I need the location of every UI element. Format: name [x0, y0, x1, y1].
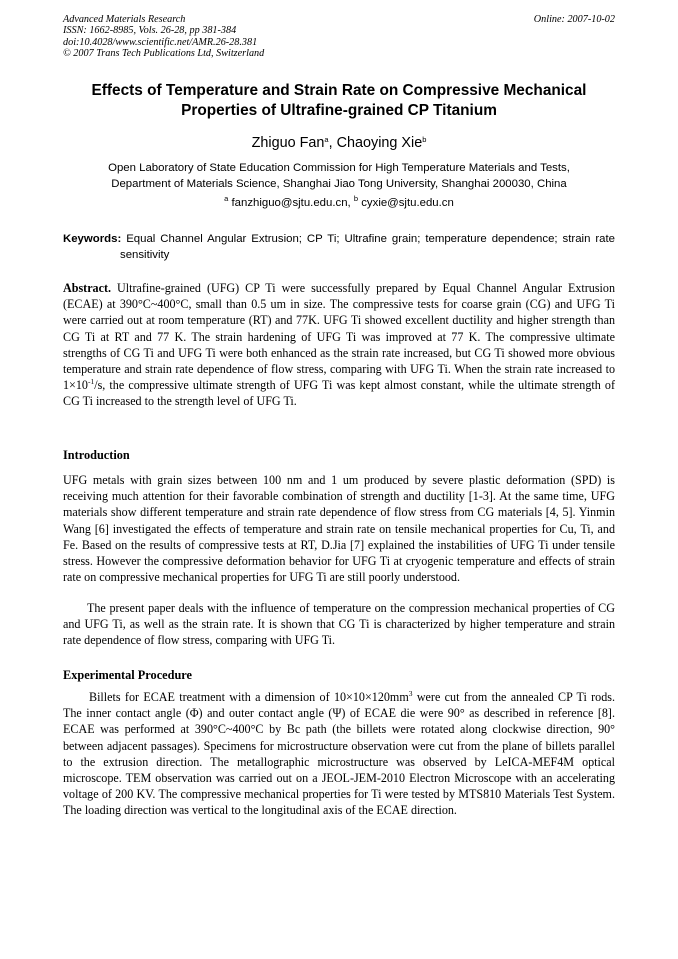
- email-superscript: a: [224, 194, 229, 203]
- abstract-text: Ultrafine-grained (UFG) CP Ti were successfully prepared by Equal Channel Angular Extrusion (ECAE) at 390°C~400°C, small than 0.5 um in size. The compressive tests for coarse grain (CG) and UFG Ti were carried out at room temperature (RT) and 77K. UFG Ti showed excellent ductility and higher strength than CG Ti at RT and 77 K. The strain hardening of UFG Ti was improved at 77 K. The compressive ultimate strengths of CG Ti and UFG Ti were both enhanced as the strain rate increased, but CG Ti showed more obvious temperature and strain rate dependence of flow stress, comparing with UFG Ti. When the strain rate increased to 1×10: [63, 281, 615, 393]
- affiliation: [60, 160, 618, 192]
- journal-header: [63, 14, 463, 60]
- experimental-text: Billets for ECAE treatment with a dimension of 10×10×120mm: [89, 690, 409, 704]
- author-emails: [40, 195, 638, 211]
- affiliation-line-2: Department of Materials Science, Shanghai Jiao Tong University, Shanghai 200030, China: [111, 178, 567, 190]
- abstract-paragraph: [63, 280, 615, 410]
- author-separator: ,: [328, 135, 337, 151]
- abstract-exponent: -1: [87, 377, 95, 387]
- abstract-label: Abstract.: [63, 281, 112, 295]
- journal-name: Advanced Materials Research: [63, 14, 186, 25]
- author-list: [40, 134, 638, 152]
- experimental-superscript: 3: [408, 689, 413, 698]
- abstract-text: /s, the compressive ultimate strength of UFG Ti was kept almost constant, while the ultimate strength of CG Ti increased to the strength level of UFG Ti.: [63, 378, 615, 409]
- copyright-line: © 2007 Trans Tech Publications Ltd, Switzerland: [63, 48, 265, 60]
- experimental-paragraph-1: [63, 689, 615, 819]
- section-heading-experimental: Experimental Procedure: [63, 668, 192, 682]
- keywords-label: Keywords:: [63, 233, 122, 245]
- online-date: Online: 2007-10-02: [533, 14, 615, 25]
- doi-line[interactable]: doi:10.4028/www.scientific.net/AMR.26-28.381: [63, 36, 258, 48]
- keywords-block: [63, 231, 615, 263]
- author-superscript: b: [422, 135, 427, 144]
- issn-line: ISSN: 1662-8985, Vols. 26-28, pp 381-384: [63, 25, 237, 37]
- email-link[interactable]: cyxie@sjtu.edu.cn: [358, 197, 454, 209]
- email-link[interactable]: fanzhiguo@sjtu.edu.cn,: [228, 197, 354, 209]
- title-line-2: Properties of Ultrafine-grained CP Titanium: [181, 102, 497, 119]
- experimental-text: were cut from the annealed CP Ti rods. The inner contact angle (Φ) and outer contact angle (Ψ) of ECAE die were 90° as described in reference [8]. ECAE was performed at 390°C~400°C by Bc path (the billets were rotated along clockwise direction, 90° between adjacent passages). Specimens for microstructure observation were cut from the plane of billets parallel to the extrusion direction. The metallographic microstructure was observed by LeICA-MEF4M optical microscope. TEM observation was carried out on a JEOL-JEM-2010 Electron Microscope with an accelerating voltage of 200 KV. The compressive mechanical properties for Ti were tested by MTS810 Materials Test System. The loading direction was vertical to the longitudinal axis of the ECAE direction.: [63, 690, 615, 818]
- author-name: Chaoying Xie: [336, 135, 423, 151]
- affiliation-line-1: Open Laboratory of State Education Commission for High Temperature Materials and Tests,: [108, 162, 570, 174]
- author-name: Zhiguo Fan: [251, 135, 325, 151]
- section-heading-introduction: Introduction: [63, 448, 130, 462]
- title-line-1: Effects of Temperature and Strain Rate on Compressive Mechanical: [91, 82, 587, 99]
- introduction-paragraph-2: The present paper deals with the influence of temperature on the compression mechanical properties of CG and UFG Ti, as well as the strain rate. It is shown that CG Ti is characterized by higher temperature and strain rate dependence of flow stress, comparing with UFG Ti.: [63, 601, 615, 648]
- author-superscript: a: [324, 135, 329, 144]
- email-superscript: b: [353, 194, 359, 203]
- paper-title: [40, 81, 638, 121]
- keywords-text: Equal Channel Angular Extrusion; CP Ti; Ultrafine grain; temperature dependence; strain rate sensitivity: [120, 233, 615, 261]
- introduction-paragraph-1: UFG metals with grain sizes between 100 nm and 1 um produced by severe plastic deformation (SPD) is receiving much attention for their favorable combination of strength and ductility [1-3]. At the same time, UFG materials show different temperature and strain rate dependence of flow stress from CG materials [4, 5]. Yinmin Wang [6] investigated the effects of temperature and strain rate on tensile mechanical properties for Cu, Ti, and Fe. Based on the results of compressive tests at RT, D.Jia [7] explained the instabilities of UFG Ti under tensile stress. However the compressive deformation behavior for UFG Ti at cryogenic temperature and effects of strain rate on compressive mechanical properties for UFG Ti are still poorly understood.: [63, 473, 615, 585]
